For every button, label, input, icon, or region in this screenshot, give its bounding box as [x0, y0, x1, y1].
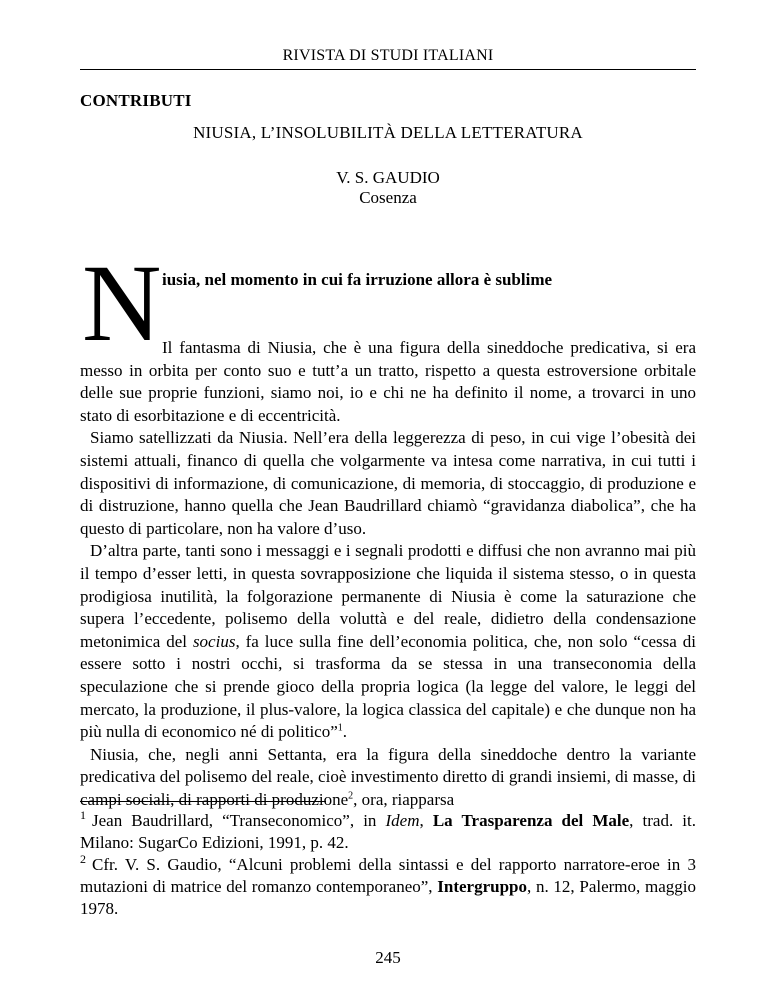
footnote-number: 1	[80, 808, 86, 823]
paragraph-text: D’altra parte, tanti sono i messaggi e i segnali prodotti e diffusi che non avranno mai più il tempo d’esser letti, in questa sovrapposizione che liquida il sistema stesso, o in questa prodigiosa inutilità, la folgorazione permanente di Niusia è come la saturazione che supera l’eccedente, polisemo della voluttà e del reale, didietro della condensazione metonimica del	[80, 541, 696, 651]
footnote-text: , trad. it. Milano: SugarCo Edizioni, 1991, p. 42.	[80, 811, 696, 852]
section-label: CONTRIBUTI	[80, 91, 192, 110]
footnote-ref[interactable]: 1	[337, 722, 343, 734]
footnote	[80, 854, 696, 920]
header-rule	[80, 69, 696, 70]
footnotes	[80, 810, 696, 920]
footnote	[80, 810, 696, 854]
footnote-italic: Idem	[385, 811, 420, 830]
paragraph-text: .	[342, 722, 348, 742]
article-body	[80, 337, 696, 811]
footnote-rule	[80, 801, 326, 802]
footnote-book-title: La Trasparenza del Male	[432, 811, 630, 830]
paragraph-text: , ora, riapparsa	[353, 789, 455, 809]
lead-heading: iusia, nel momento in cui fa irruzione allora è sublime	[162, 270, 553, 289]
author-name: V. S. GAUDIO	[336, 168, 440, 187]
footnote-number: 2	[80, 852, 86, 867]
footnote-text: Jean Baudrillard, “Transeconomico”, in	[92, 811, 386, 830]
author-affiliation: Cosenza	[359, 188, 417, 207]
footnote-journal-title: Intergruppo	[437, 877, 527, 896]
paragraph	[80, 427, 696, 540]
italic-term: socius	[192, 631, 236, 651]
footnote-text: Cfr. V. S. Gaudio, “Alcuni problemi della sintassi e del rapporto narratore-eroe in 3 mutazioni di matrice del romanzo contemporaneo”,	[80, 855, 696, 896]
footnote-text: ,	[419, 811, 433, 830]
article-title: NIUSIA, L’INSOLUBILITÀ DELLA LETTERATURA	[193, 123, 583, 142]
footnote-text: , n. 12, Palermo, maggio 1978.	[80, 877, 696, 918]
paragraph	[80, 337, 696, 427]
drop-cap: N	[82, 242, 162, 364]
running-header: RIVISTA DI STUDI ITALIANI	[282, 47, 494, 64]
paragraph-text: Niusia, che, negli anni Settanta, era la figura della sineddoche dentro la variante predicativa del polisemo del reale, cioè investimento diretto di grandi insiemi, di masse, di campi sociali, di rapporti di produzione	[80, 744, 696, 809]
paragraph-text: Siamo satellizzati da Niusia. Nell’era della leggerezza di peso, in cui vige l’obesità dei sistemi attuali, financo di quella che volgarmente va intesa come narrativa, in cui tutti i dispositivi di informazione, di comunicazione, di memoria, di stoccaggio, di produzione e di distruzione, hanno quella che Jean Baudrillard chiamò “gravidanza diabolica”, che ha questo di particolare, non ha valore d’uso.	[80, 428, 696, 538]
paragraph-text: Il fantasma di Niusia, che è una figura della sineddoche predicativa, si era messo in orbita per conto suo e tutt’a un tratto, rispetto a questa estroversione orbitale delle sue proprie funzioni, siamo noi, io e chi ne ha definito il nome, a trovarci in uno stato di esorbitazione e di eccentricità.	[80, 338, 696, 425]
paragraph	[80, 540, 696, 743]
paragraph-text: , fa luce sulla fine dell’economia politica, che, non solo “cessa di essere sotto i nostri occhi, si trasforma da se stessa in una transeconomia della speculazione che si prende gioco della propria logica (la legge del valore, le leggi del mercato, la produzione, il plus-valore, la logica classica del capitale) e che dunque non ha più nulla di economico né di politico”	[80, 631, 697, 742]
footnote-ref[interactable]: 2	[348, 790, 354, 802]
page-number: 245	[375, 948, 401, 967]
